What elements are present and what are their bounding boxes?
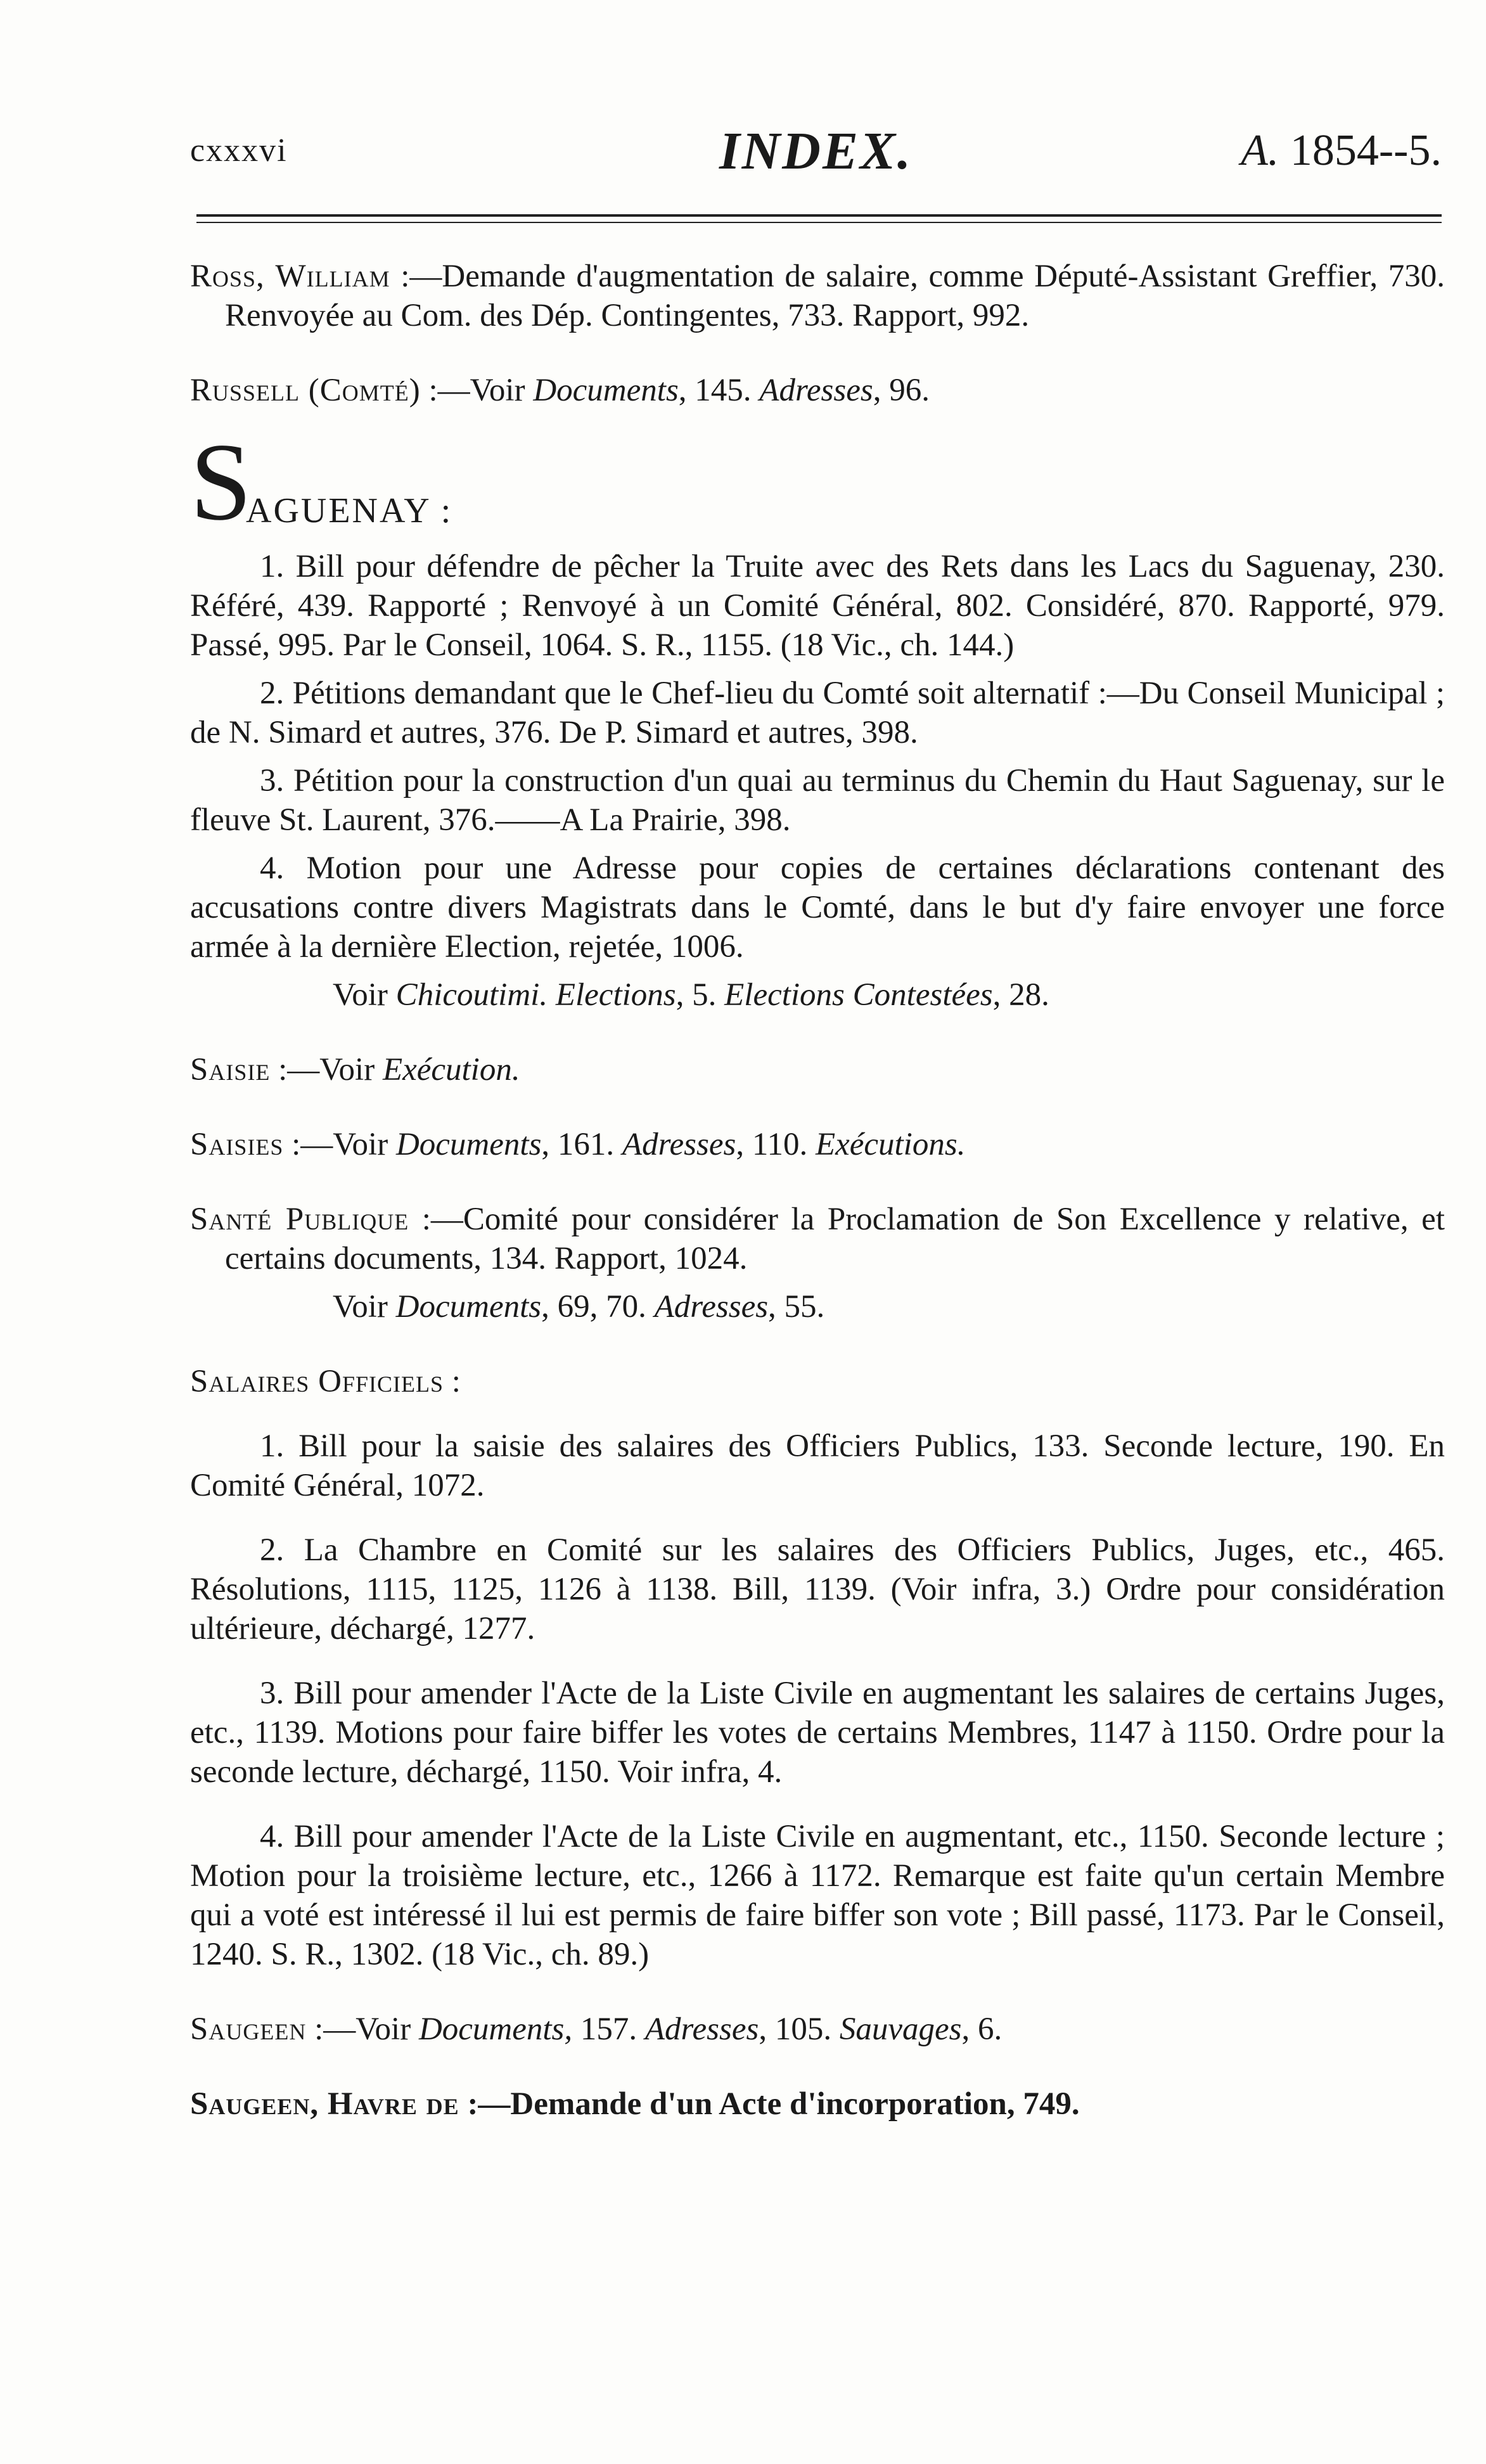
entry-text: :—Voir [270,1052,383,1088]
ref-number: , 161. [541,1127,622,1162]
ref-number: , 110. [736,1127,816,1162]
entry-salaires-officiels [190,1362,1445,1401]
entry-text: :—Voir [306,2012,419,2047]
ref-sauvages: Sauvages [839,2012,962,2047]
entry-name: Salaires Officiels [190,1364,444,1399]
ref-number: , 96. [873,373,930,408]
ref-adresses: Adresses [644,2012,759,2047]
entry-saisie [190,1050,1445,1089]
ref-number: , 5. [676,977,725,1013]
voir-label: Voir [333,977,396,1013]
ref-execution: Exécution. [382,1052,520,1088]
sante-see-also [190,1287,1445,1326]
ref-number: , 69, 70. [541,1289,655,1325]
entry-text: : [443,1364,461,1399]
ref-documents: Documents [395,1289,542,1325]
entry-ross [190,257,1445,335]
ref-documents: Documents [395,1127,542,1162]
saguenay-item-2: 2. Pétitions demandant que le Chef-lieu du Comté soit alternatif :—Du Conseil Municipal ; de N. Simard et autres, 376. De P. Simard et autres, 398. [190,676,1445,750]
entry-saugeen [190,2010,1445,2049]
ref-documents: Documents [533,373,679,408]
saguenay-item-1: 1. Bill pour défendre de pêcher la Truite avec des Rets dans les Lacs du Saguenay, 230. Référé, 439. Rapporté ; Renvoyé à un Comité Général, 802. Considéré, 870. Rapporté, 979. Passé, 995. Par le Conseil, 1064. S. R., 1155. (18 Vic., ch. 144.) [190,549,1445,663]
ref-number: 157. [572,2012,645,2047]
header-rule-thin [196,222,1442,223]
ref-adresses: Adresses [759,373,873,408]
drop-cap: S [190,420,252,543]
index-body [190,257,1445,2159]
ref-elections-contestees: Elections Contestées [724,977,993,1013]
year-prefix: A. [1241,126,1279,175]
saguenay-item-4: 4. Motion pour une Adresse pour copies de certaines déclarations contenant des accusations contre divers Magistrats dans le Comté, dans le but d'y faire envoyer une force armée à la dernière Election, rejetée, 1006. [190,850,1445,965]
salaires-item-4: 4. Bill pour amender l'Acte de la Liste Civile en augmentant, etc., 1150. Seconde lecture ; Motion pour la troisième lecture, etc., 1266 à 1172. Remarque est faite qu'un certain Membre qui a voté est intéressé il lui est permis de faire biffer son vote ; Bill passé, 1173. Par le Conseil, 1240. S. R., 1302. (18 Vic., ch. 89.) [190,1819,1445,1972]
page-title: INDEX. [719,122,913,181]
entry-name: Saisie [190,1052,271,1088]
year-value: 1854--5. [1290,126,1442,175]
entry-saugeen-havre [190,2084,1445,2124]
header-rule-thick [196,214,1442,217]
page-number: cxxxvi [190,132,288,169]
entry-name: Ross, William [190,259,390,294]
entry-name: Saugeen, Havre de [190,2086,459,2122]
heading-rest: AGUENAY : [246,491,453,530]
entry-text: :—Voir [283,1127,396,1162]
entry-sante-publique [190,1200,1445,1278]
entry-text: :—Voir [428,373,534,408]
ref-documents: Documents, [418,2012,573,2047]
salaires-item-3: 3. Bill pour amender l'Acte de la Liste Civile en augmentant les salaires de certains Juges, etc., 1139. Motions pour faire biffer les votes de certains Membres, 1147 à 1150. Ordre pour la seconde lecture, déchargé, 1150. Voir infra, 4. [190,1676,1445,1790]
salaires-item-2: 2. La Chambre en Comité sur les salaires des Officiers Publics, Juges, etc., 465. Résolutions, 1115, 1125, 1126 à 1138. Bill, 1139. (Voir infra, 3.) Ordre pour considération ultérieure, déchargé, 1277. [190,1532,1445,1646]
page-header [190,120,1442,196]
ref-chicoutimi: Chicoutimi. [395,977,548,1013]
voir-label: Voir [333,1289,396,1325]
ref-number: , 145. [678,373,760,408]
entry-name: Russell (Comté) [190,373,421,408]
saguenay-see-also [190,975,1445,1015]
ref-number: , 105. [759,2012,840,2047]
entry-name: Saisies [190,1127,284,1162]
entry-name: Saugeen [190,2012,307,2047]
ref-adresses: Adresses [654,1289,769,1325]
ref-number: , 55. [768,1289,825,1325]
ref-executions: Exécutions. [815,1127,966,1162]
ref-elections: Elections [548,977,676,1013]
entry-russell [190,371,1445,410]
ref-number: , 6. [961,2012,1002,2047]
saguenay-item-3: 3. Pétition pour la construction d'un quai au terminus du Chemin du Haut Saguenay, sur le fleuve St. Laurent, 376.——A La Prairie, 398. [190,763,1445,838]
entry-text: :—Demande d'un Acte d'incorporation, 749. [459,2086,1080,2122]
saguenay-heading [190,420,1445,543]
year-label [1241,125,1442,176]
ref-adresses: Adresses [622,1127,736,1162]
ref-number: , 28. [992,977,1049,1013]
entry-text: :—Comité pour considérer la Proclamation de Son Excellence y relative, et certains documents, 134. Rapport, 1024. [225,1202,1445,1276]
salaires-item-1: 1. Bill pour la saisie des salaires des Officiers Publics, 133. Seconde lecture, 190. En Comité Général, 1072. [190,1428,1445,1503]
entry-saisies [190,1125,1445,1164]
entry-text: :—Demande d'augmentation de salaire, comme Député-Assistant Greffier, 730. Renvoyée au Com. des Dép. Contingentes, 733. Rapport, 992. [225,259,1445,333]
entry-name: Santé Publique [190,1202,409,1237]
